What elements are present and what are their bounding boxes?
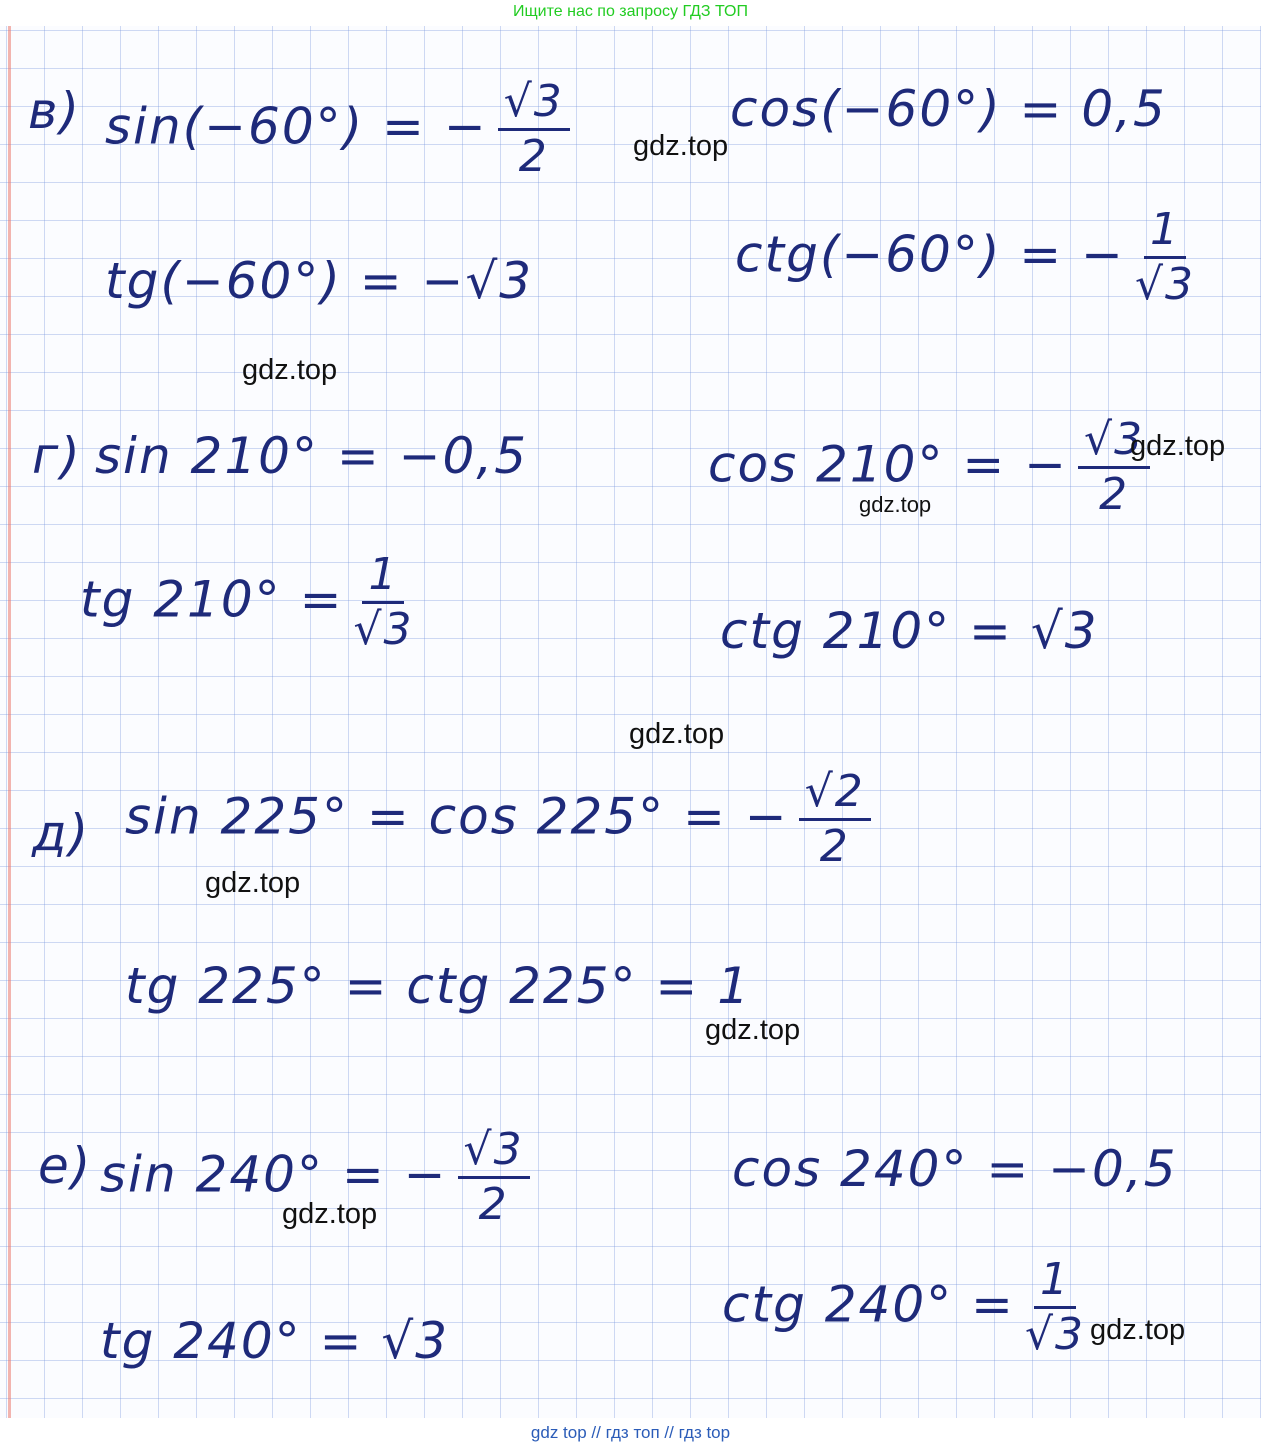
fraction-denominator: 2 xyxy=(819,821,850,873)
problem-v-sin-lhs: sin(−60°) = − xyxy=(105,97,488,156)
fraction-denominator: 2 xyxy=(1099,469,1130,521)
problem-g-tg-lhs: tg 210° = xyxy=(80,570,344,629)
problem-g-sin: sin 210° = −0,5 xyxy=(95,427,529,485)
problem-e-sin-lhs: sin 240° = − xyxy=(100,1145,448,1204)
problem-e-label: е) xyxy=(38,1137,93,1195)
problem-v-label: в) xyxy=(28,82,81,140)
watermark: gdz.top xyxy=(705,1014,801,1046)
watermark: gdz.top xyxy=(629,718,725,750)
problem-d-label: д) xyxy=(32,804,91,862)
watermark: gdz.top xyxy=(1090,1314,1186,1346)
bottom-banner: gdz top // гдз топ // гдз top xyxy=(0,1418,1261,1448)
watermark: gdz.top xyxy=(242,354,338,386)
fraction-numerator: 1 xyxy=(1034,1256,1076,1309)
fraction-numerator: √2 xyxy=(799,768,871,821)
fraction-denominator: √3 xyxy=(353,604,414,656)
problem-e-tg: tg 240° = √3 xyxy=(100,1312,450,1370)
problem-g-cos-lhs: cos 210° = − xyxy=(708,435,1069,494)
watermark: gdz.top xyxy=(859,492,932,517)
watermark: gdz.top xyxy=(282,1198,378,1230)
watermark: gdz.top xyxy=(633,130,729,162)
problem-d-sin-cos xyxy=(125,768,871,872)
watermark: gdz.top xyxy=(1130,430,1226,462)
fraction-numerator: √3 xyxy=(458,1126,530,1179)
problem-e-ctg-fraction xyxy=(1025,1256,1085,1360)
problem-v-ctg xyxy=(735,206,1195,310)
problem-d-sin-lhs: sin 225° = cos 225° = − xyxy=(125,787,789,846)
watermark: gdz.top xyxy=(205,867,301,899)
top-banner: Ищите нас по запросу ГДЗ ТОП xyxy=(0,0,1261,26)
fraction-numerator: 1 xyxy=(1144,206,1186,259)
problem-e-ctg xyxy=(722,1256,1085,1360)
fraction-denominator: √3 xyxy=(1024,1309,1085,1361)
problem-v-ctg-fraction xyxy=(1135,206,1195,310)
problem-v-ctg-lhs: ctg(−60°) = − xyxy=(735,225,1125,284)
problem-g-label: г) xyxy=(32,427,82,485)
margin-line xyxy=(8,26,11,1418)
problem-v-sin xyxy=(105,78,570,182)
fraction-denominator: √3 xyxy=(1134,259,1195,311)
fraction-numerator: √3 xyxy=(1078,416,1150,469)
problem-d-sin-fraction xyxy=(799,768,871,872)
problem-g-tg-fraction xyxy=(353,551,413,655)
problem-e-cos: cos 240° = −0,5 xyxy=(732,1140,1178,1198)
problem-d-tg-ctg: tg 225° = ctg 225° = 1 xyxy=(125,957,752,1015)
problem-g-ctg: ctg 210° = √3 xyxy=(720,602,1099,660)
fraction-denominator: 2 xyxy=(518,131,549,183)
fraction-denominator: 2 xyxy=(478,1179,509,1231)
fraction-numerator: 1 xyxy=(362,551,404,604)
problem-v-sin-fraction xyxy=(498,78,570,182)
problem-v-cos: cos(−60°) = 0,5 xyxy=(730,80,1167,138)
fraction-numerator: √3 xyxy=(498,78,570,131)
problem-v-tg: tg(−60°) = −√3 xyxy=(105,252,534,310)
problem-e-sin-fraction xyxy=(458,1126,530,1230)
problem-g-tg xyxy=(80,551,414,655)
notebook-page xyxy=(0,26,1261,1418)
problem-e-ctg-lhs: ctg 240° = xyxy=(722,1275,1015,1334)
